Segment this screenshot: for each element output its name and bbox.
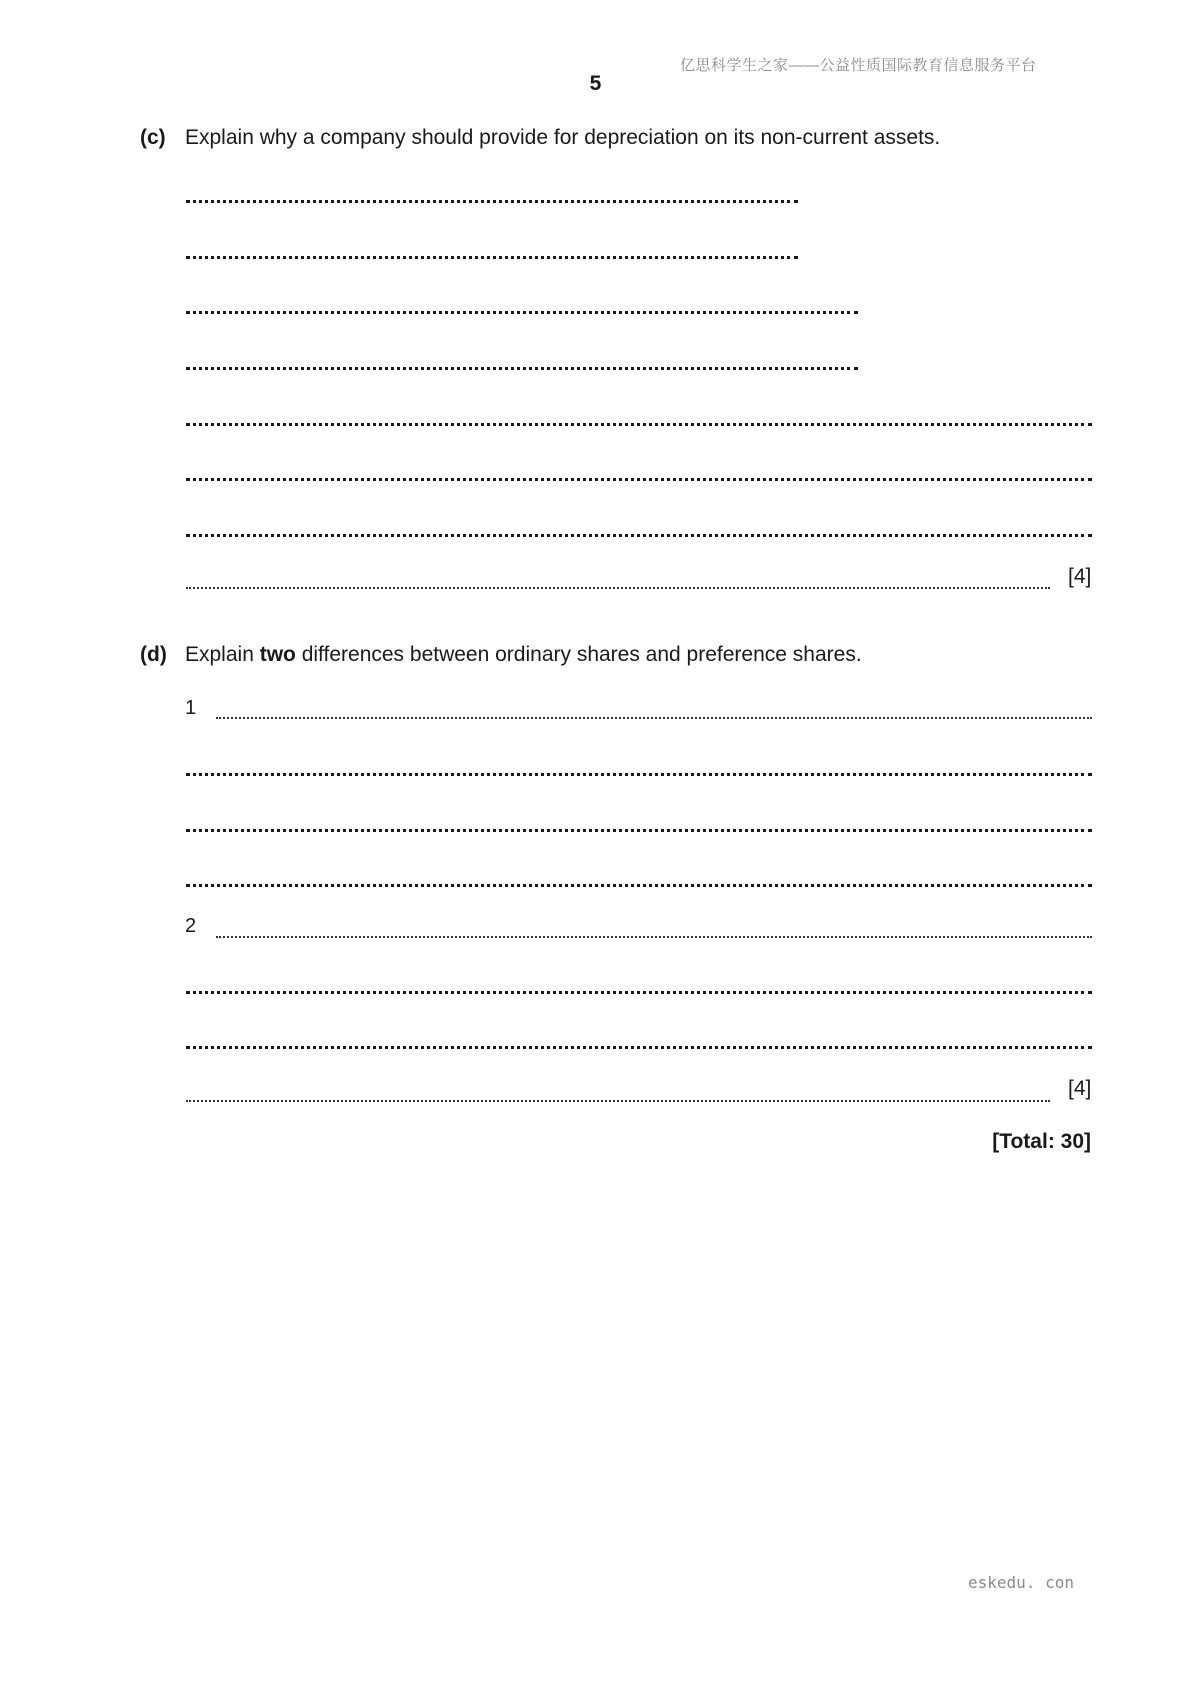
answer-line-c-1[interactable] bbox=[186, 200, 798, 203]
question-d-emphasis: two bbox=[259, 643, 296, 666]
answer-line-d-8[interactable] bbox=[186, 1100, 1050, 1102]
answer-line-c-6[interactable] bbox=[186, 478, 1092, 481]
answer-line-c-3[interactable] bbox=[186, 311, 858, 314]
answer-line-c-8[interactable] bbox=[186, 587, 1050, 589]
watermark-header: 亿思科学生之家——公益性质国际教育信息服务平台 bbox=[680, 57, 1037, 74]
answer-line-c-7[interactable] bbox=[186, 534, 1092, 537]
footer-site: eskedu. con bbox=[968, 1573, 1074, 1592]
answer-line-c-4[interactable] bbox=[186, 367, 858, 370]
page-number: 5 bbox=[589, 72, 602, 95]
total-marks: [Total: 30] bbox=[992, 1130, 1091, 1153]
item-number-1: 1 bbox=[185, 697, 197, 719]
question-c-marks: [4] bbox=[1068, 565, 1092, 588]
question-c-label: (c) bbox=[140, 126, 166, 149]
answer-line-d-4[interactable] bbox=[186, 884, 1092, 887]
question-d-label: (d) bbox=[140, 643, 167, 666]
answer-line-c-5[interactable] bbox=[186, 423, 1092, 426]
answer-line-d-5[interactable] bbox=[216, 936, 1092, 938]
answer-line-d-3[interactable] bbox=[186, 829, 1092, 832]
answer-line-d-2[interactable] bbox=[186, 773, 1092, 776]
item-number-2: 2 bbox=[185, 915, 197, 937]
answer-line-c-2[interactable] bbox=[186, 256, 798, 259]
question-d-marks: [4] bbox=[1068, 1077, 1092, 1100]
question-d-text: Explain two differences between ordinary shares and preference shares. bbox=[185, 643, 862, 666]
answer-line-d-1[interactable] bbox=[216, 717, 1092, 719]
question-c-text: Explain why a company should provide for depreciation on its non-current assets. bbox=[185, 126, 941, 149]
answer-line-d-6[interactable] bbox=[186, 991, 1092, 994]
answer-line-d-7[interactable] bbox=[186, 1046, 1092, 1049]
